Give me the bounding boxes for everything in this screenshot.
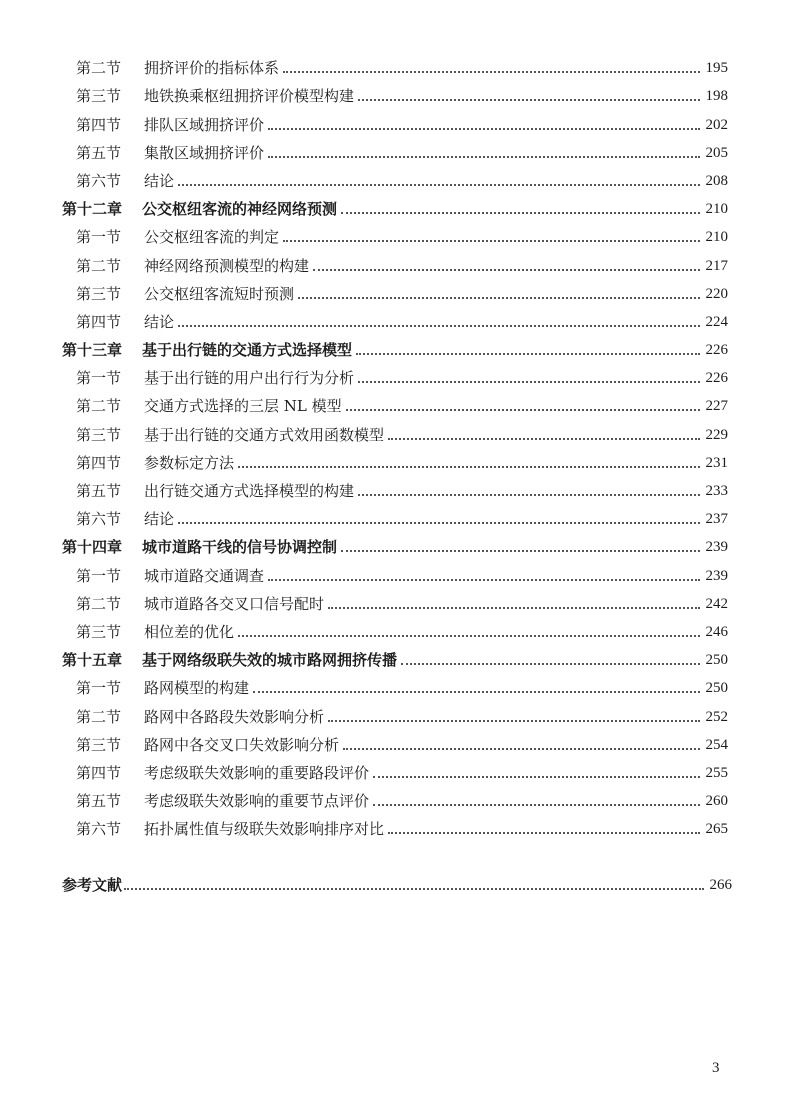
- toc-section-number: 第二节: [76, 59, 122, 78]
- toc-section-row[interactable]: [0, 276, 728, 304]
- toc-section-title: 排队区域拥挤评价: [144, 115, 265, 134]
- toc-page-number: 210: [705, 201, 728, 218]
- toc-section-number: 第三节: [76, 735, 122, 754]
- toc-leader-dots: [283, 240, 699, 242]
- toc-references-title: 参考文献: [62, 876, 123, 895]
- toc-page-number: 220: [705, 285, 728, 302]
- toc-leader-dots: [328, 607, 699, 609]
- toc-section-row[interactable]: [0, 163, 728, 191]
- toc-page-number: 233: [705, 483, 728, 499]
- toc-entries: [0, 50, 790, 839]
- toc-leader-dots: [358, 99, 699, 101]
- toc-section-row[interactable]: [0, 445, 728, 473]
- toc-section-title: 路网中各路段失效影响分析: [144, 707, 325, 726]
- toc-chapter-row[interactable]: [0, 529, 728, 557]
- toc-leader-dots: [298, 297, 699, 299]
- toc-chapter-number: 第十二章: [62, 200, 123, 219]
- toc-chapter-number: 第十四章: [62, 538, 123, 557]
- toc-page-number: 246: [705, 623, 728, 640]
- toc-page-number: 242: [705, 595, 728, 612]
- toc-section-row[interactable]: [0, 755, 728, 783]
- toc-leader-dots: [178, 325, 699, 327]
- toc-section-title: 结论: [144, 171, 175, 190]
- toc-section-title: 考虑级联失效影响的重要节点评价: [144, 792, 370, 811]
- toc-section-title: 拓扑属性值与级联失效影响排序对比: [144, 820, 385, 839]
- toc-chapter-number: 第十五章: [62, 651, 123, 670]
- toc-section-number: 第五节: [76, 143, 122, 162]
- toc-section-title: 路网模型的构建: [144, 679, 250, 698]
- toc-section-title: 城市道路各交叉口信号配时: [144, 594, 325, 613]
- toc-section-row[interactable]: [0, 698, 728, 726]
- toc-section-row[interactable]: [0, 473, 728, 501]
- toc-leader-dots: [358, 381, 699, 383]
- toc-section-number: 第一节: [76, 369, 122, 388]
- toc-section-title: 公交枢纽客流短时预测: [144, 284, 295, 303]
- toc-section-row[interactable]: [0, 78, 728, 106]
- toc-section-number: 第二节: [76, 594, 122, 613]
- toc-leader-dots: [268, 128, 699, 130]
- toc-section-row[interactable]: [0, 247, 728, 275]
- toc-chapter-title: 城市道路干线的信号协调控制: [142, 538, 338, 557]
- toc-leader-dots: [328, 720, 699, 722]
- toc-page-number: 229: [705, 426, 728, 443]
- toc-chapter-title: 基于网络级联失效的城市路网拥挤传播: [142, 651, 398, 670]
- toc-section-number: 第三节: [76, 87, 122, 106]
- toc-section-row[interactable]: [0, 50, 728, 78]
- toc-section-number: 第一节: [76, 228, 122, 247]
- toc-page-number: 224: [705, 313, 728, 330]
- toc-leader-dots: [283, 71, 699, 73]
- toc-page-number: 217: [705, 257, 728, 274]
- toc-page-number: 239: [705, 567, 728, 584]
- toc-leader-dots: [238, 466, 699, 468]
- toc-leader-dots: [388, 438, 699, 440]
- toc-page-number: 252: [705, 708, 728, 725]
- toc-section-number: 第六节: [76, 510, 122, 529]
- toc-section-title: 地铁换乘枢纽拥挤评价模型构建: [144, 87, 355, 106]
- toc-section-title: 交通方式选择的三层 NL 模型: [144, 397, 342, 416]
- toc-section-row[interactable]: [0, 501, 728, 529]
- toc-leader-dots: [341, 550, 699, 552]
- toc-page-number: 195: [705, 60, 728, 77]
- toc-section-number: 第四节: [76, 115, 122, 134]
- toc-section-number: 第二节: [76, 707, 122, 726]
- toc-page-number: 239: [705, 539, 728, 556]
- toc-section-title: 相位差的优化: [144, 622, 235, 641]
- toc-section-title: 结论: [144, 312, 175, 331]
- toc-section-row[interactable]: [0, 586, 728, 614]
- table-of-contents: [0, 50, 790, 895]
- toc-chapter-title: 公交枢纽客流的神经网络预测: [142, 200, 338, 219]
- toc-chapter-title: 基于出行链的交通方式选择模型: [142, 341, 353, 360]
- toc-section-row[interactable]: [0, 304, 728, 332]
- toc-section-number: 第六节: [76, 820, 122, 839]
- toc-page-number: 254: [705, 736, 728, 753]
- toc-section-row[interactable]: [0, 727, 728, 755]
- toc-section-title: 参数标定方法: [144, 453, 235, 472]
- toc-section-number: 第二节: [76, 397, 122, 416]
- toc-leader-dots: [178, 184, 699, 186]
- toc-page-number: 237: [705, 511, 728, 528]
- toc-page-number: 226: [705, 370, 728, 387]
- toc-section-number: 第二节: [76, 256, 122, 275]
- toc-section-row[interactable]: [0, 219, 728, 247]
- toc-chapter-row[interactable]: [0, 332, 728, 360]
- toc-section-row[interactable]: [0, 783, 728, 811]
- toc-section-number: 第四节: [76, 763, 122, 782]
- toc-section-number: 第六节: [76, 171, 122, 190]
- toc-page-number: 265: [705, 821, 728, 838]
- toc-page-number: 205: [705, 144, 728, 161]
- toc-page-number: 227: [705, 398, 728, 415]
- toc-section-number: 第一节: [76, 679, 122, 698]
- toc-leader-dots: [346, 409, 700, 411]
- toc-section-title: 出行链交通方式选择模型的构建: [144, 482, 355, 500]
- toc-leader-dots: [253, 691, 699, 693]
- toc-leader-dots: [343, 748, 699, 750]
- toc-section-row[interactable]: [0, 614, 728, 642]
- toc-section-title: 拥挤评价的指标体系: [144, 59, 280, 78]
- toc-section-number: 第三节: [76, 622, 122, 641]
- toc-leader-dots: [313, 269, 699, 271]
- toc-page-number: 250: [705, 680, 728, 697]
- toc-leader-dots: [358, 494, 699, 496]
- toc-section-number: 第四节: [76, 453, 122, 472]
- toc-section-title: 基于出行链的交通方式效用函数模型: [144, 425, 385, 444]
- toc-references-row[interactable]: [0, 867, 732, 895]
- toc-leader-dots: [401, 663, 699, 665]
- toc-chapter-number: 第十三章: [62, 341, 123, 360]
- toc-section-number: 第三节: [76, 284, 122, 303]
- toc-section-number: 第三节: [76, 425, 122, 444]
- toc-section-row[interactable]: [0, 135, 728, 163]
- toc-leader-dots: [341, 212, 699, 214]
- toc-section-title: 神经网络预测模型的构建: [144, 256, 310, 275]
- toc-page-number: 210: [705, 229, 728, 246]
- toc-section-row[interactable]: [0, 670, 728, 698]
- toc-section-title: 基于出行链的用户出行行为分析: [144, 369, 355, 388]
- toc-section-number: 第四节: [76, 312, 122, 331]
- toc-page-number: 226: [705, 342, 728, 359]
- toc-page-number: 260: [705, 793, 728, 810]
- toc-section-number: 第五节: [76, 792, 122, 811]
- toc-section-row[interactable]: [0, 416, 728, 444]
- toc-leader-dots: [238, 635, 699, 637]
- page-number: 3: [712, 1060, 720, 1076]
- toc-leader-dots: [268, 156, 699, 158]
- toc-section-title: 路网中各交叉口失效影响分析: [144, 735, 340, 754]
- toc-chapter-row[interactable]: [0, 191, 728, 219]
- toc-section-row[interactable]: [0, 106, 728, 134]
- toc-references-page: 266: [709, 877, 732, 894]
- toc-leader-dots: [268, 579, 699, 581]
- toc-leader-dots: [356, 353, 699, 355]
- toc-leader-dots: [373, 804, 699, 806]
- toc-page-number: 231: [705, 454, 728, 471]
- toc-page-number: 250: [705, 652, 728, 669]
- toc-section-number: 第一节: [76, 566, 122, 585]
- toc-section-title: 集散区域拥挤评价: [144, 143, 265, 162]
- toc-leader-dots: [388, 832, 699, 834]
- toc-section-title: 考虑级联失效影响的重要路段评价: [144, 763, 370, 782]
- toc-section-row[interactable]: [0, 557, 728, 585]
- toc-leader-dots: [178, 522, 699, 524]
- toc-section-row[interactable]: [0, 388, 728, 416]
- toc-section-number: 第五节: [76, 482, 122, 500]
- toc-section-row[interactable]: [0, 811, 728, 839]
- toc-page-number: 208: [705, 172, 728, 189]
- toc-section-title: 结论: [144, 510, 175, 529]
- toc-page-number: 198: [705, 88, 728, 105]
- toc-leader-dots: [373, 776, 699, 778]
- toc-page-number: 202: [705, 116, 728, 133]
- toc-leader-dots: [124, 888, 703, 890]
- toc-section-title: 城市道路交通调查: [144, 566, 265, 585]
- toc-page-number: 255: [705, 764, 728, 781]
- toc-section-row[interactable]: [0, 360, 728, 388]
- toc-chapter-row[interactable]: [0, 642, 728, 670]
- toc-section-title: 公交枢纽客流的判定: [144, 228, 280, 247]
